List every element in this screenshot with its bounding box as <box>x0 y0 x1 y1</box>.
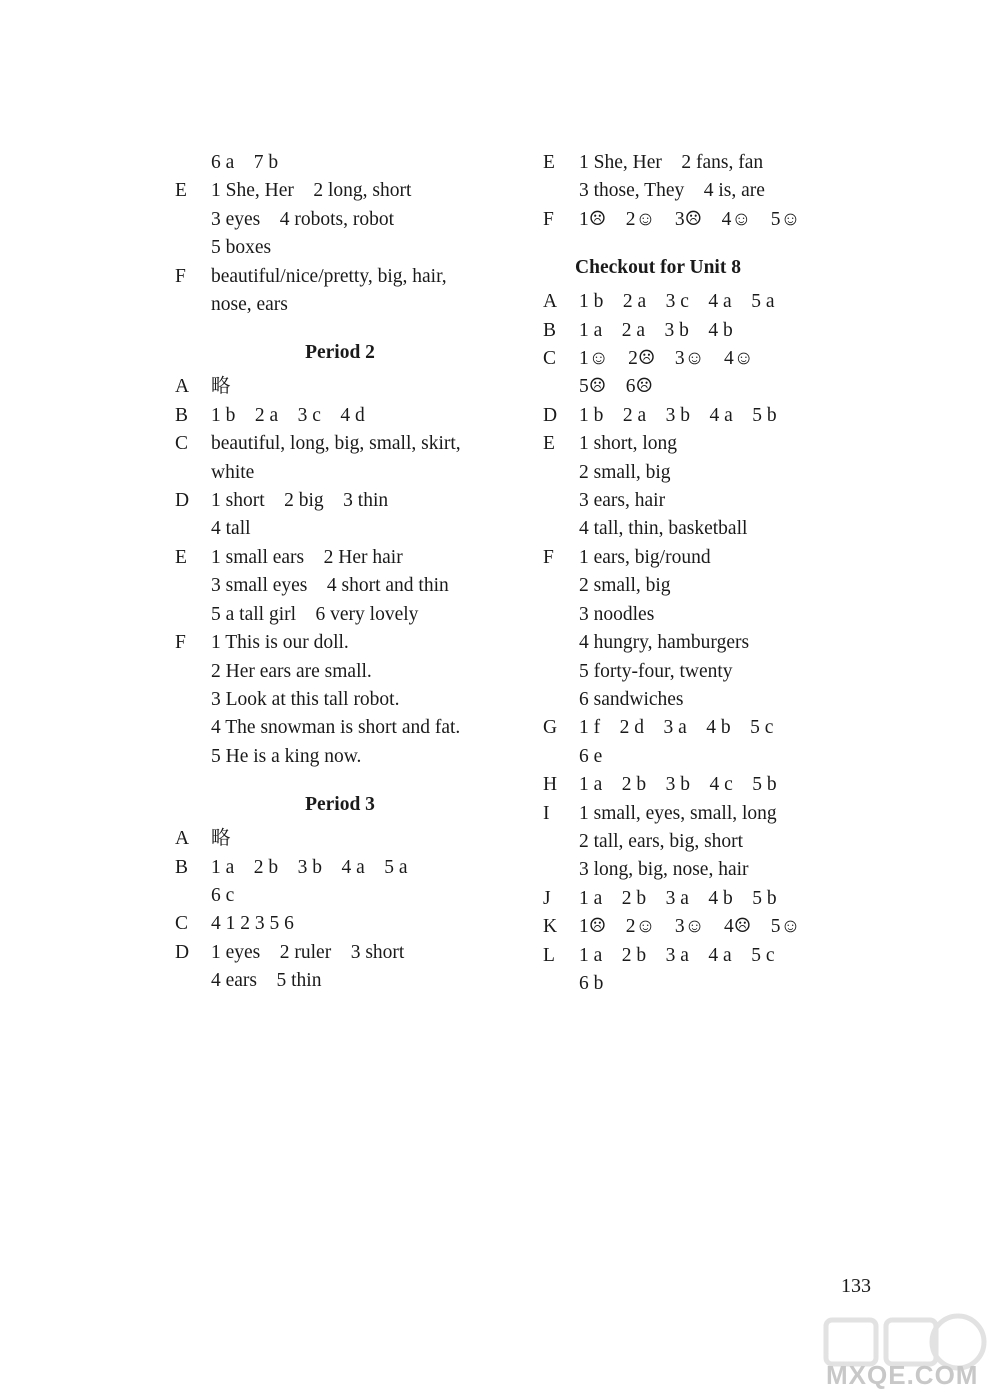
answer-line: 3 Look at this tall robot. <box>211 688 400 710</box>
answer-line: white <box>211 461 255 483</box>
answer-lines <box>211 149 278 177</box>
exercise-letter: A <box>175 376 190 398</box>
period-3-heading: Period 3 <box>305 794 375 816</box>
answer-row <box>175 263 505 320</box>
right-top-block <box>543 149 873 234</box>
answer-lines <box>579 430 747 544</box>
answer-lines <box>579 942 775 999</box>
answer-lines <box>579 288 775 316</box>
answer-line: 6 sandwiches <box>579 688 684 710</box>
exercise-letter: B <box>175 404 189 426</box>
exercise-letter: C <box>543 348 557 370</box>
exercise-letter: I <box>543 802 550 824</box>
answer-line: 1 a 2 b 3 b 4 c 5 b <box>579 774 777 796</box>
answer-line: 3 long, big, nose, hair <box>579 859 749 881</box>
answer-line: 6 e <box>579 745 603 767</box>
answer-row <box>543 800 873 885</box>
exercise-letter: F <box>543 208 554 230</box>
answer-row <box>175 910 505 938</box>
exercise-letter: D <box>543 404 558 426</box>
answer-lines <box>211 910 294 938</box>
answer-lines <box>211 402 365 430</box>
answer-row <box>175 373 505 401</box>
exercise-letter: F <box>175 632 186 654</box>
answer-line: 1 short 2 big 3 thin <box>211 490 389 512</box>
answer-line: beautiful, long, big, small, skirt, <box>211 433 461 455</box>
answer-line: 1 a 2 b 3 b 4 a 5 a <box>211 856 408 878</box>
left-column <box>175 149 505 996</box>
answer-line: 4 tall <box>211 518 251 540</box>
answer-line: 1☺ 2☹ 3☺ 4☺ <box>579 348 754 370</box>
answer-line: 1 b 2 a 3 b 4 a 5 b <box>579 404 777 426</box>
answer-line: 1 b 2 a 3 c 4 d <box>211 404 365 426</box>
answer-line: 1 eyes 2 ruler 3 short <box>211 941 405 963</box>
answer-row <box>543 402 873 430</box>
answer-line: 6 b <box>579 972 604 994</box>
answer-line: beautiful/nice/pretty, big, hair, <box>211 265 447 287</box>
answer-row <box>175 629 505 771</box>
answer-lines <box>211 854 408 911</box>
answer-line: 3 ears, hair <box>579 490 666 512</box>
answer-line: 4 The snowman is short and fat. <box>211 717 461 739</box>
answer-row <box>543 149 873 206</box>
answer-line: 2 Her ears are small. <box>211 660 372 682</box>
answer-lines <box>211 825 231 853</box>
answer-row <box>175 177 505 262</box>
answer-row <box>543 771 873 799</box>
exercise-letter: E <box>175 180 187 202</box>
answer-line: 1 a 2 a 3 b 4 b <box>579 319 733 341</box>
answer-line: 3 noodles <box>579 603 655 625</box>
answer-lines <box>579 544 749 714</box>
answer-lines <box>579 345 754 402</box>
answer-line: 4 hungry, hamburgers <box>579 632 750 654</box>
exercise-letter: B <box>175 856 189 878</box>
answer-row <box>543 714 873 771</box>
exercise-letter <box>175 149 211 177</box>
answer-line: 3 those, They 4 is, are <box>579 180 765 202</box>
answer-line: 2 tall, ears, big, short <box>579 830 744 852</box>
checkout-answers <box>543 288 873 998</box>
answer-line: 2 small, big <box>579 461 671 483</box>
answer-line: 1 a 2 b 3 a 4 b 5 b <box>579 887 777 909</box>
answer-row <box>175 149 505 177</box>
answer-lines <box>211 939 404 996</box>
answer-line: 5☹ 6☹ <box>579 376 653 398</box>
answer-row <box>175 402 505 430</box>
exercise-letter: E <box>543 433 555 455</box>
answer-row <box>543 913 873 941</box>
answer-line: 5 a tall girl 6 very lovely <box>211 603 419 625</box>
answer-line: 略 <box>211 376 231 398</box>
exercise-letter: F <box>543 546 554 568</box>
answer-lines <box>579 771 777 799</box>
answer-line: 1 ears, big/round <box>579 546 711 568</box>
exercise-letter: G <box>543 717 558 739</box>
answer-lines <box>211 177 411 262</box>
answer-row <box>175 825 505 853</box>
answer-line: 略 <box>211 828 231 850</box>
answer-line: 1 small, eyes, small, long <box>579 802 777 824</box>
answer-lines <box>579 800 777 885</box>
answer-row <box>175 939 505 996</box>
answer-row <box>543 885 873 913</box>
answer-lines <box>211 487 388 544</box>
answer-line: 5 He is a king now. <box>211 745 362 767</box>
answer-line: 1☹ 2☺ 3☹ 4☺ 5☺ <box>579 208 801 230</box>
answer-line: 1 b 2 a 3 c 4 a 5 a <box>579 291 775 313</box>
answer-lines <box>579 885 777 913</box>
exercise-letter: D <box>175 941 190 963</box>
answer-line: 5 boxes <box>211 237 272 259</box>
answer-lines <box>211 263 447 320</box>
exercise-letter: E <box>543 152 555 173</box>
answer-lines <box>579 206 800 234</box>
exercise-letter: C <box>175 433 189 455</box>
answer-row <box>175 487 505 544</box>
exercise-letter: D <box>175 490 190 512</box>
answer-line: 3 small eyes 4 short and thin <box>211 575 449 597</box>
answer-row <box>543 430 873 544</box>
answer-line: 6 c <box>211 884 235 906</box>
answer-line: 1 small ears 2 Her hair <box>211 546 403 568</box>
answer-lines <box>579 714 773 771</box>
exercise-letter: C <box>175 913 189 935</box>
answer-line: 4 tall, thin, basketball <box>579 518 748 540</box>
answer-lines <box>211 373 231 401</box>
answer-row <box>543 345 873 402</box>
exercise-letter: J <box>543 887 551 909</box>
answer-lines <box>579 149 765 206</box>
answer-row <box>543 206 873 234</box>
answer-row <box>543 942 873 999</box>
period-3-answers <box>175 825 505 995</box>
answer-line: 4 1 2 3 5 6 <box>211 913 294 935</box>
exercise-letter: A <box>543 291 558 313</box>
answer-lines <box>579 402 777 430</box>
answer-line: 3 eyes 4 robots, robot <box>211 208 395 230</box>
exercise-letter: E <box>175 546 187 568</box>
exercise-letter: H <box>543 774 558 796</box>
answer-row <box>175 430 505 487</box>
answer-line: 1 She, Her 2 long, short <box>211 180 412 202</box>
answer-line: 1 She, Her 2 fans, fan <box>579 152 764 173</box>
answer-line: 1 f 2 d 3 a 4 b 5 c <box>579 717 774 739</box>
answer-line: 1 This is our doll. <box>211 632 349 654</box>
answer-line: 6 a 7 b <box>211 152 279 173</box>
checkout-unit-8-heading: Checkout for Unit 8 <box>575 257 741 279</box>
answer-row <box>543 317 873 345</box>
answer-line: 2 small, big <box>579 575 671 597</box>
answer-row <box>175 544 505 629</box>
period-2-heading: Period 2 <box>305 342 375 364</box>
answer-row <box>543 288 873 316</box>
right-column <box>543 149 873 998</box>
answer-line: 1 short, long <box>579 433 678 455</box>
page-number: 133 <box>841 1275 871 1297</box>
answer-lines <box>211 430 461 487</box>
answer-lines <box>211 629 460 771</box>
exercise-letter: K <box>543 916 558 938</box>
answer-lines <box>579 317 733 345</box>
answer-row <box>175 854 505 911</box>
answer-lines <box>579 913 800 941</box>
exercise-letter: L <box>543 944 555 966</box>
answer-line: 5 forty-four, twenty <box>579 660 733 682</box>
answer-line: nose, ears <box>211 294 288 316</box>
answer-row <box>543 544 873 714</box>
answer-line: 4 ears 5 thin <box>211 970 322 992</box>
exercise-letter: F <box>175 265 186 287</box>
exercise-letter: B <box>543 319 557 341</box>
left-top-block <box>175 149 505 319</box>
period-2-answers <box>175 373 505 771</box>
exercise-letter: A <box>175 828 190 850</box>
answer-line: 1 a 2 b 3 a 4 a 5 c <box>579 944 775 966</box>
answer-line: 1☹ 2☺ 3☺ 4☹ 5☺ <box>579 916 801 938</box>
watermark-text: MXQE.COM <box>826 1360 979 1390</box>
answer-lines <box>211 544 449 629</box>
